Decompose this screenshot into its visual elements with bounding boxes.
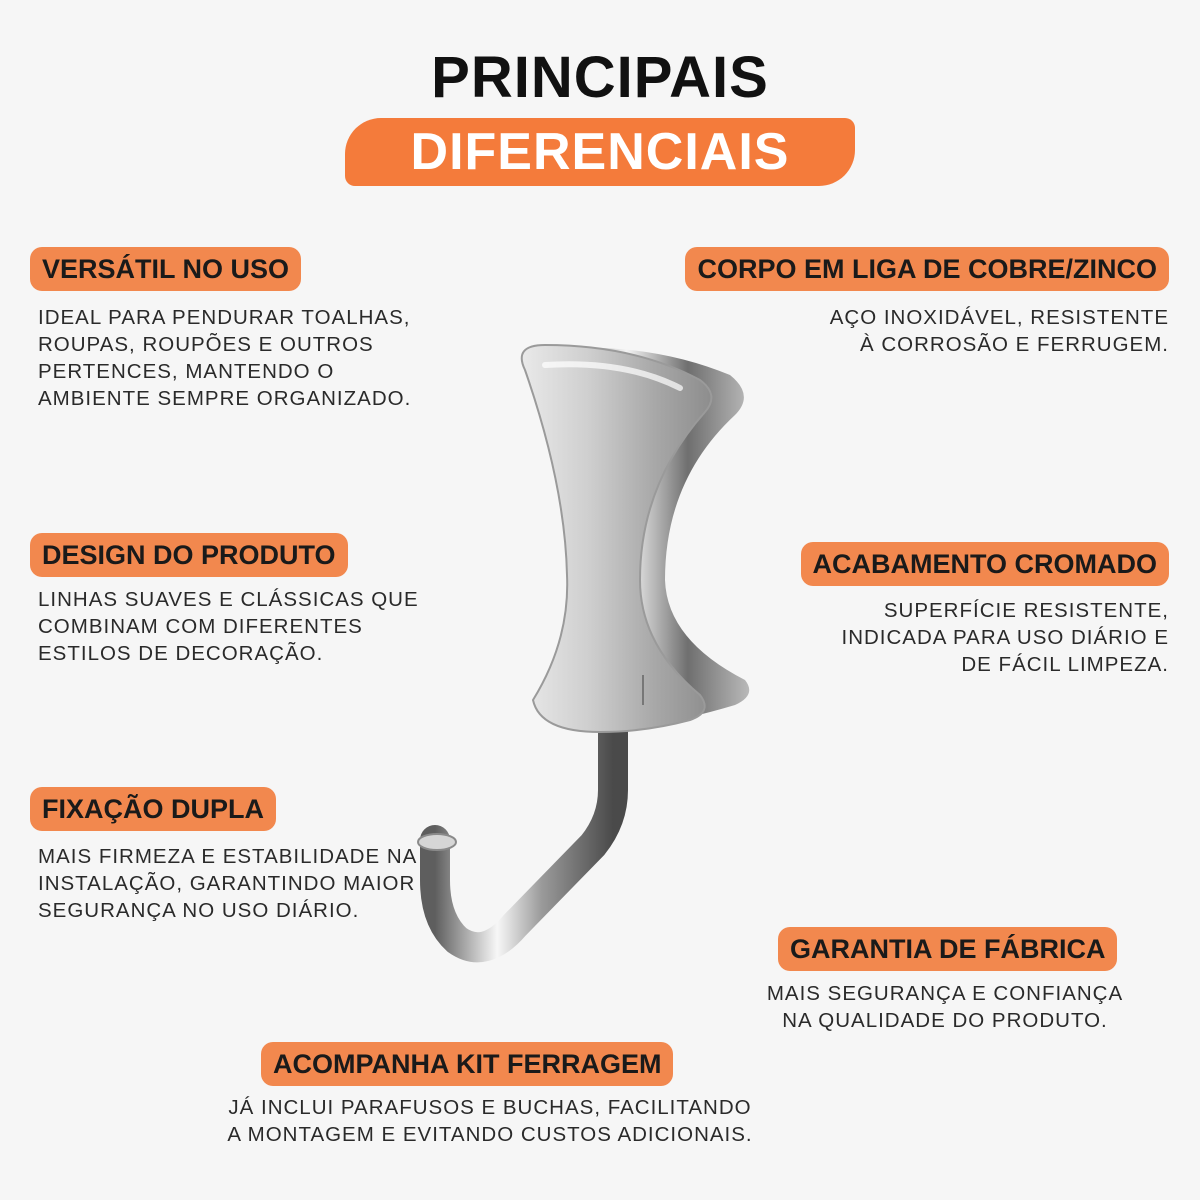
hook-tip — [418, 834, 456, 850]
desc-kit: JÁ INCLUI PARAFUSOS E BUCHAS, FACILITANDO A MONTAGEM E EVITANDO CUSTOS ADICIONAIS. — [227, 1096, 753, 1146]
desc-versatil: IDEAL PARA PENDURAR TOALHAS, ROUPAS, ROUPÕES E OUTROS PERTENCES, MANTENDO O AMBIENTE SEMPRE ORGANIZADO. — [38, 306, 412, 410]
badge-acabamento: ACABAMENTO CROMADO — [801, 542, 1170, 586]
badge-kit: ACOMPANHA KIT FERRAGEM — [261, 1042, 673, 1086]
badge-corpo: CORPO EM LIGA DE COBRE/ZINCO — [685, 247, 1169, 291]
chrome-hook-image — [395, 320, 775, 1000]
badge-versatil: VERSÁTIL NO USO — [30, 247, 301, 291]
badge-fixacao: FIXAÇÃO DUPLA — [30, 787, 276, 831]
badge-design: DESIGN DO PRODUTO — [30, 533, 348, 577]
desc-garantia: MAIS SEGURANÇA E CONFIANÇA NA QUALIDADE DO PRODUTO. — [766, 982, 1124, 1032]
title-highlight-text: DIFERENCIAIS — [410, 123, 790, 181]
title-highlight-pill — [345, 118, 855, 186]
desc-corpo: AÇO INOXIDÁVEL, RESISTENTE À CORROSÃO E FERRUGEM. — [829, 306, 1169, 356]
desc-fixacao: MAIS FIRMEZA E ESTABILIDADE NA INSTALAÇÃO, GARANTINDO MAIOR SEGURANÇA NO USO DIÁRIO. — [38, 845, 418, 922]
desc-design: LINHAS SUAVES E CLÁSSICAS QUE COMBINAM COM DIFERENTES ESTILOS DE DECORAÇÃO. — [38, 588, 419, 665]
page-title: PRINCIPAIS — [431, 45, 769, 110]
desc-acabamento: SUPERFÍCIE RESISTENTE, INDICADA PARA USO DIÁRIO E DE FÁCIL LIMPEZA. — [841, 599, 1169, 676]
hook-rod — [435, 725, 613, 947]
badge-garantia: GARANTIA DE FÁBRICA — [778, 927, 1117, 971]
